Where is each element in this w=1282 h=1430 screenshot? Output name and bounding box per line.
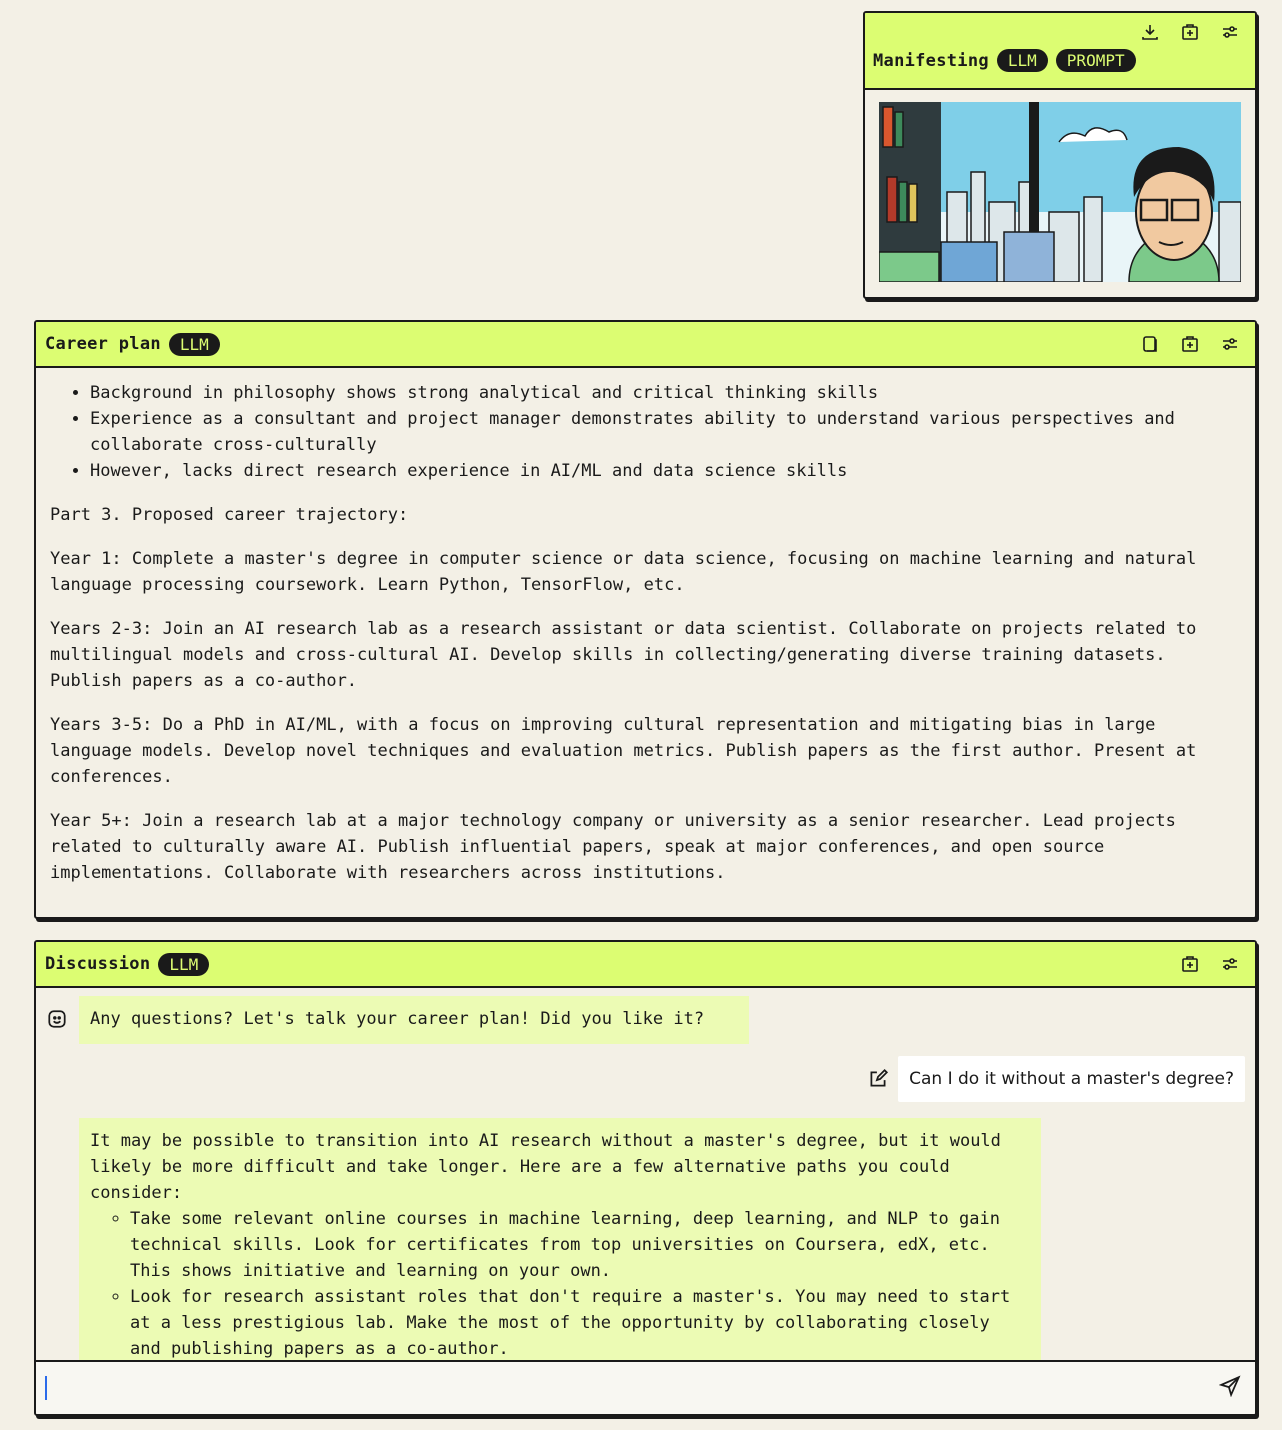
list-item: • Experience as a consultant and project manager demonstrates ability to understand various perspectives and collaborate cross-culturally	[90, 406, 1241, 458]
user-message: Can I do it without a master's degree?	[898, 1056, 1245, 1102]
manifesting-toolbar	[1139, 21, 1247, 43]
prompt-badge: PROMPT	[1056, 49, 1136, 72]
section-heading: Part 3. Proposed career trajectory:	[50, 505, 409, 525]
career-plan-title: Career plan	[45, 334, 161, 354]
llm-badge: LLM	[158, 953, 209, 976]
suggestion-list	[90, 1206, 1030, 1362]
message-composer	[36, 1360, 1255, 1414]
manifesting-header	[865, 13, 1255, 90]
career-plan-card	[34, 320, 1257, 919]
career-plan-toolbar	[1139, 333, 1255, 355]
settings-icon[interactable]	[1219, 333, 1241, 355]
bot-message-intro: It may be possible to transition into AI research without a master's degree, but it would likely be more difficult and take longer. Here are a few alternative paths you could consider:	[90, 1131, 1001, 1203]
send-icon[interactable]	[1219, 1375, 1241, 1401]
message-input[interactable]	[47, 1377, 1219, 1399]
strengths-list	[50, 380, 1241, 484]
manifesting-card	[863, 11, 1257, 299]
career-plan-header	[36, 322, 1255, 368]
llm-badge: LLM	[169, 333, 220, 356]
bot-message: Any questions? Let's talk your career plan! Did you like it?	[79, 996, 749, 1044]
llm-badge: LLM	[997, 49, 1048, 72]
career-plan-content	[36, 368, 1255, 886]
settings-icon[interactable]	[1219, 21, 1241, 43]
discussion-header	[36, 942, 1255, 988]
message-list[interactable]	[36, 988, 1255, 1362]
share-icon[interactable]	[1179, 953, 1201, 975]
copy-icon[interactable]	[1139, 333, 1161, 355]
share-icon[interactable]	[1179, 333, 1201, 355]
download-icon[interactable]	[1139, 21, 1161, 43]
manifesting-title: Manifesting	[873, 50, 989, 71]
list-item: ◦ Take some relevant online courses in machine learning, deep learning, and NLP to gain technical skills. Look for certificates from top universities on Coursera, edX, etc. This shows initiative and learning on your own.	[130, 1206, 1030, 1284]
paragraph: Years 2-3: Join an AI research lab as a research assistant or data scientist. Collaborate on projects related to multilingual models and cross-cultural AI. Develop skills in collecting/generating diverse training datasets. Publish papers as a co-author.	[50, 619, 1197, 691]
discussion-title: Discussion	[45, 954, 151, 974]
paragraph: Year 1: Complete a master's degree in computer science or data science, focusing on machine learning and natural language processing coursework. Learn Python, TensorFlow, etc.	[50, 549, 1197, 595]
bot-avatar-icon	[46, 1008, 68, 1034]
discussion-toolbar	[1179, 953, 1255, 975]
bot-message	[79, 1118, 1041, 1362]
share-icon[interactable]	[1179, 21, 1201, 43]
paragraph: Years 3-5: Do a PhD in AI/ML, with a focus on improving cultural representation and mitigating bias in large language models. Develop novel techniques and evaluation metrics. Publish papers as the first author. Present at conferences.	[50, 715, 1197, 787]
manifesting-illustration	[879, 102, 1241, 282]
discussion-card	[34, 940, 1257, 1416]
list-item: • However, lacks direct research experience in AI/ML and data science skills	[90, 458, 1241, 484]
edit-icon[interactable]	[867, 1068, 889, 1094]
settings-icon[interactable]	[1219, 953, 1241, 975]
paragraph: Year 5+: Join a research lab at a major technology company or university as a senior researcher. Lead projects related to culturally aware AI. Publish influential papers, speak at major conferences, and open source implementations. Collaborate with researchers across institutions.	[50, 811, 1176, 883]
list-item: ◦ Look for research assistant roles that don't require a master's. You may need to start at a less prestigious lab. Make the most of the opportunity by collaborating closely and publishing papers as a co-author.	[130, 1284, 1030, 1362]
list-item: • Background in philosophy shows strong analytical and critical thinking skills	[90, 380, 1241, 406]
